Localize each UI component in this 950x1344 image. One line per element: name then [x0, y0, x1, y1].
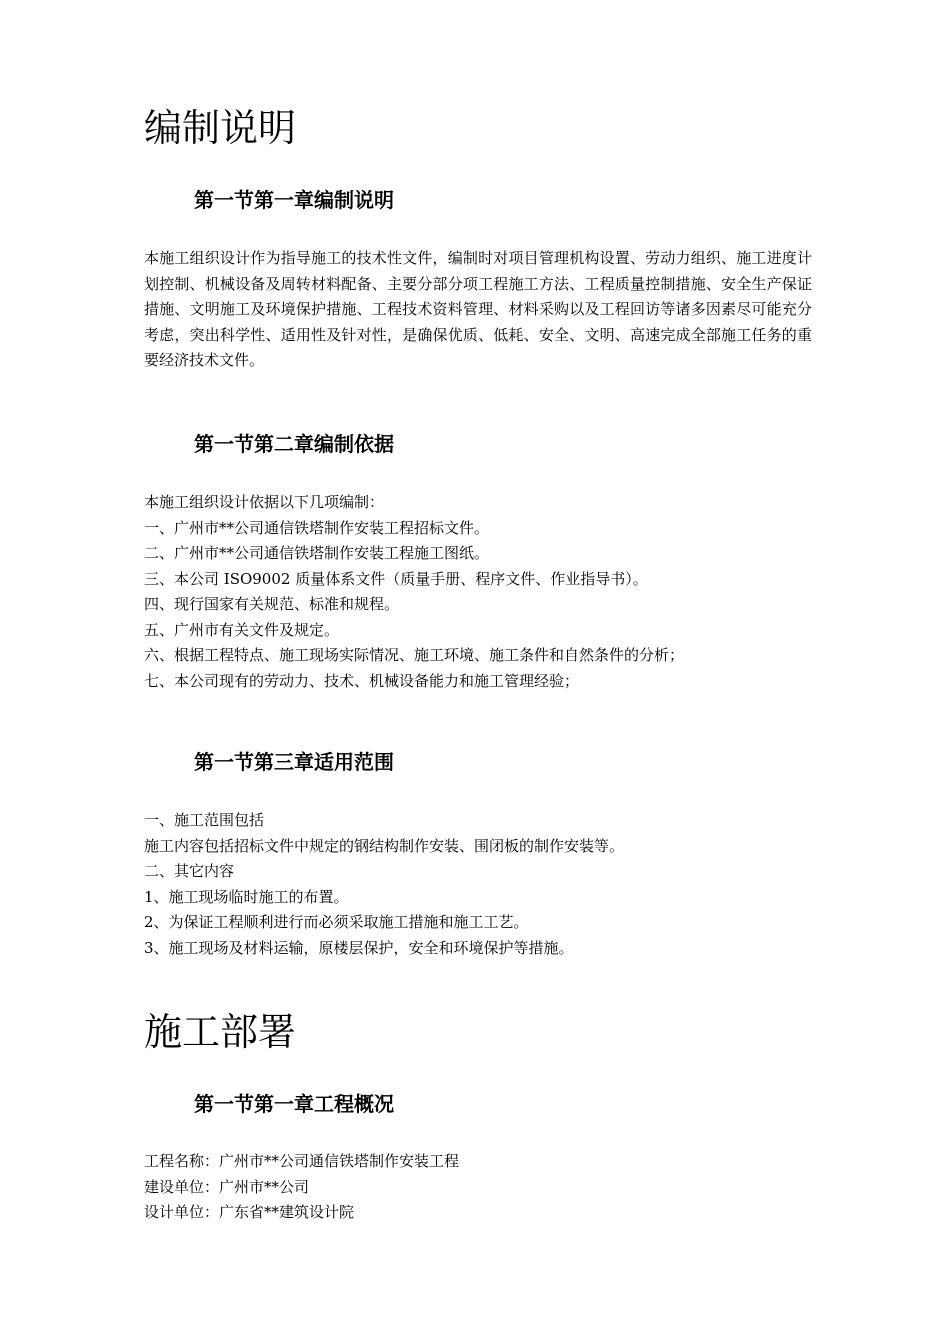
list-item: 建设单位：广州市**公司: [144, 1177, 310, 1196]
chapter-heading-compilation-notes: 第一节第一章编制说明: [194, 188, 394, 212]
list-item: 工程名称：广州市**公司通信铁塔制作安装工程: [144, 1152, 460, 1170]
list-item: 设计单位：广东省**建筑设计院: [144, 1203, 355, 1221]
list-item: 本施工组织设计依据以下几项编制：: [144, 493, 385, 511]
chapter-heading-project-overview: 第一节第一章工程概况: [194, 1092, 394, 1116]
section-title-compilation: 编制说明: [144, 106, 297, 150]
section-title-deployment: 施工部署: [144, 1010, 297, 1054]
chapter-heading-compilation-basis: 第一节第二章编制依据: [194, 432, 394, 456]
list-item: 二、其它内容: [144, 862, 235, 880]
list-item: 二、广州市**公司通信铁塔制作安装工程施工图纸。: [144, 544, 490, 562]
list-item: 六、根据工程特点、施工现场实际情况、施工环境、施工条件和自然条件的分析；: [144, 646, 685, 664]
compilation-notes-paragraph: 本施工组织设计作为指导施工的技术性文件，编制时对项目管理机构设置、劳动力组织、施工进度计划控制、机械设备及周转材料配备、主要分部分项工程施工方法、工程质量控制措施、安全生产保证措施、文明施工及环境保护措施、工程技术资料管理、材料采购以及工程回访等诸多因素尽可能充分考虑，突出科学性、适用性及针对性，是确保优质、低耗、安全、文明、高速完成全部施工任务的重要经济技术文件。: [144, 249, 812, 369]
list-item: 一、施工范围包括: [144, 811, 265, 829]
list-item: 三、本公司 ISO9002 质量体系文件（质量手册、程序文件、作业指导书）。: [144, 569, 648, 588]
list-item: 1、施工现场临时施工的布置。: [144, 887, 349, 906]
list-item: 七、本公司现有的劳动力、技术、机械设备能力和施工管理经验；: [144, 671, 580, 690]
list-item: 五、广州市有关文件及规定。: [144, 620, 340, 639]
list-item: 四、现行国家有关规范、标准和规程。: [144, 595, 400, 613]
list-item: 3、施工现场及材料运输，原楼层保护，安全和环境保护等措施。: [144, 938, 574, 957]
compilation-basis-list: [144, 490, 824, 694]
list-item: 施工内容包括招标文件中规定的钢结构制作安装、围闭板的制作安装等。: [144, 836, 625, 855]
scope-list: [144, 808, 824, 961]
list-item: 2、为保证工程顺利进行而必须采取施工措施和施工工艺。: [144, 913, 529, 931]
chapter-heading-scope: 第一节第三章适用范围: [194, 750, 394, 774]
list-item: 一、广州市**公司通信铁塔制作安装工程招标文件。: [144, 518, 490, 537]
project-overview-list: [144, 1149, 824, 1226]
